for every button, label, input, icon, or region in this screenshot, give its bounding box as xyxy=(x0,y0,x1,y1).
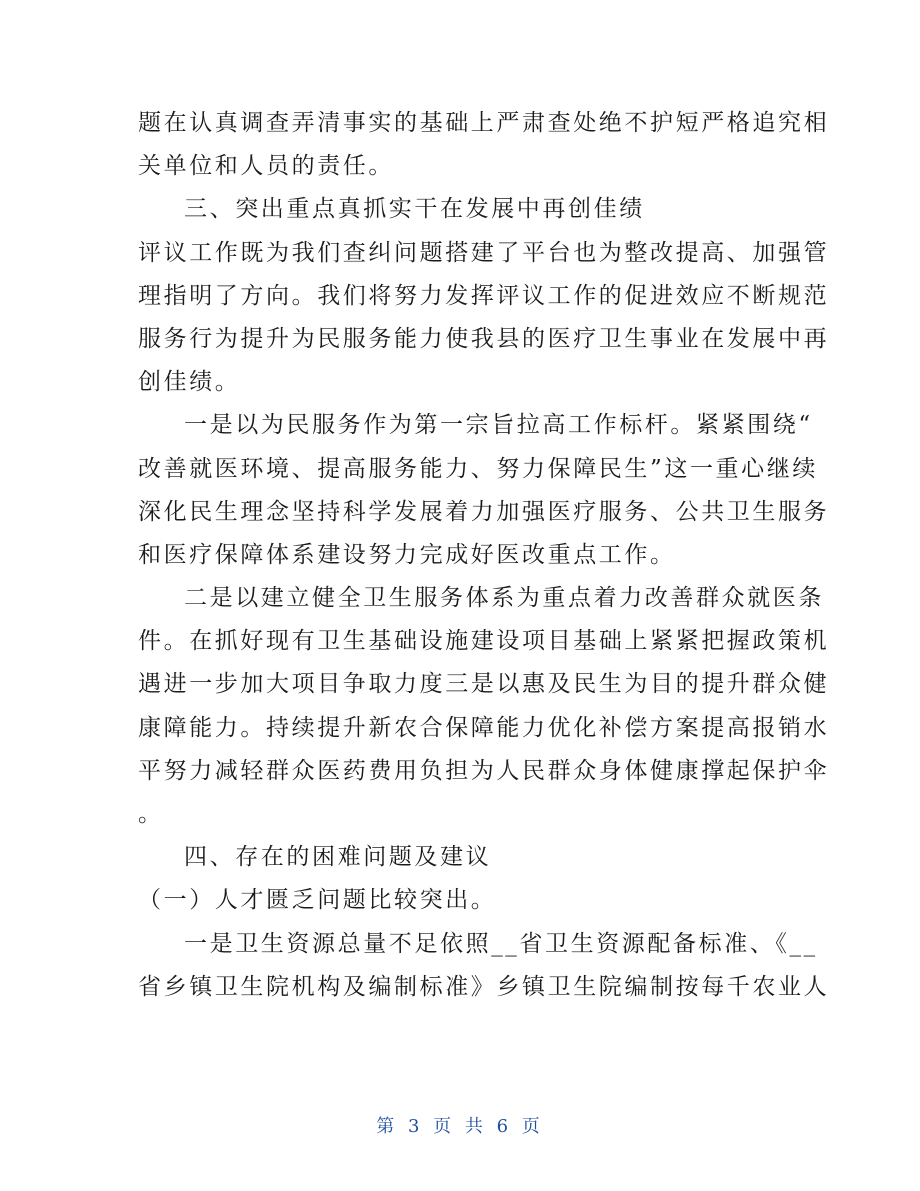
text-line: 一是卫生资源总量不足依照__省卫生资源配备标准、《__ xyxy=(184,930,818,957)
text-line: （一）人才匮乏问题比较突出。 xyxy=(138,887,497,914)
text-line: 一是以为民服务作为第一宗旨拉高工作标杆。紧紧围绕“ xyxy=(184,412,813,439)
document-body xyxy=(138,102,830,1009)
text-line: 和医疗保障体系建设努力完成好医改重点工作。 xyxy=(138,541,676,568)
text-line: 理指明了方向。我们将努力发挥评议工作的促进效应不断规范 xyxy=(138,282,830,309)
page-footer: 第 3 页 共 6 页 xyxy=(376,1116,544,1137)
text-line: 深化民生理念坚持科学发展着力加强医疗服务、公共卫生服务 xyxy=(138,498,830,525)
text-line: 改善就医环境、提高服务能力、努力保障民生”这一重心继续 xyxy=(138,455,818,482)
text-line: 创佳绩。 xyxy=(138,369,241,396)
text-line: 服务行为提升为民服务能力使我县的医疗卫生事业在发展中再 xyxy=(138,325,830,352)
text-line: 评议工作既为我们查纠问题搭建了平台也为整改提高、加强管 xyxy=(138,239,830,266)
text-line: 康障能力。持续提升新农合保障能力优化补偿方案提高报销水 xyxy=(138,714,830,741)
text-line: 件。在抓好现有卫生基础设施建设项目基础上紧紧把握政策机 xyxy=(138,628,830,655)
text-line: 三、突出重点真抓实干在发展中再创佳绩 xyxy=(184,196,645,223)
text-line: 二是以建立健全卫生服务体系为重点着力改善群众就医条 xyxy=(184,585,824,612)
text-line: 题在认真调查弄清事实的基础上严肃查处绝不护短严格追究相 xyxy=(138,110,830,136)
text-line: 关单位和人员的责任。 xyxy=(138,153,394,180)
text-line: 平努力减轻群众医药费用负担为人民群众身体健康撑起保护伞 xyxy=(138,757,830,784)
text-line: 遇进一步加大项目争取力度三是以惠及民生为目的提升群众健 xyxy=(138,671,830,698)
text-line: 。 xyxy=(138,801,164,827)
text-line: 四、存在的困难问题及建议 xyxy=(184,844,492,871)
text-line: 省乡镇卫生院机构及编制标准》乡镇卫生院编制按每千农业人 xyxy=(138,973,830,1000)
